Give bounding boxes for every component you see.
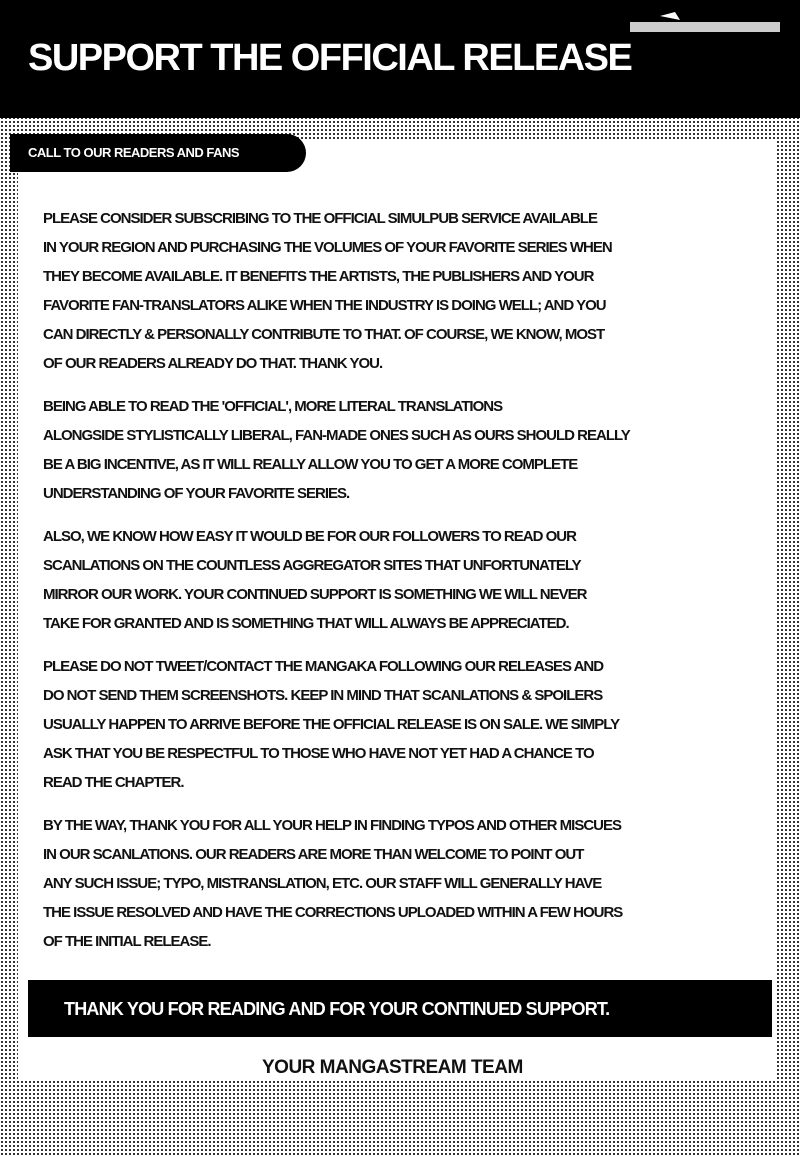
text-line: OF THE INITIAL RELEASE. [43,933,211,950]
header-banner [0,0,800,118]
text-line: ALONGSIDE STYLISTICALLY LIBERAL, FAN-MADE ONES SUCH AS OURS SHOULD REALLY [43,427,630,444]
text-line: SCANLATIONS ON THE COUNTLESS AGGREGATOR SITES THAT UNFORTUNATELY [43,557,581,574]
text-line: IN OUR SCANLATIONS. OUR READERS ARE MORE THAN WELCOME TO POINT OUT [43,846,584,863]
text-line: TAKE FOR GRANTED AND IS SOMETHING THAT WILL ALWAYS BE APPRECIATED. [43,615,569,632]
page-title: SUPPORT THE OFFICIAL RELEASE [28,37,632,79]
text-line: BEING ABLE TO READ THE 'OFFICIAL', MORE LITERAL TRANSLATIONS [43,398,503,415]
paragraph [43,652,768,797]
text-line: IN YOUR REGION AND PURCHASING THE VOLUMES OF YOUR FAVORITE SERIES WHEN [43,239,612,256]
text-line: ANY SUCH ISSUE; TYPO, MISTRANSLATION, ETC. OUR STAFF WILL GENERALLY HAVE [43,875,602,892]
text-line: FAVORITE FAN-TRANSLATORS ALIKE WHEN THE INDUSTRY IS DOING WELL; AND YOU [43,297,606,314]
text-line: USUALLY HAPPEN TO ARRIVE BEFORE THE OFFICIAL RELEASE IS ON SALE. WE SIMPLY [43,716,620,733]
text-line: UNDERSTANDING OF YOUR FAVORITE SERIES. [43,485,350,502]
text-line: ALSO, WE KNOW HOW EASY IT WOULD BE FOR OUR FOLLOWERS TO READ OUR [43,528,576,545]
text-line: READ THE CHAPTER. [43,774,184,791]
paragraph [43,204,768,378]
text-line: PLEASE DO NOT TWEET/CONTACT THE MANGAKA FOLLOWING OUR RELEASES AND [43,658,604,675]
text-line: THEY BECOME AVAILABLE. IT BENEFITS THE ARTISTS, THE PUBLISHERS AND YOUR [43,268,594,285]
text-line: BY THE WAY, THANK YOU FOR ALL YOUR HELP IN FINDING TYPOS AND OTHER MISCUES [43,817,622,834]
text-line: ASK THAT YOU BE RESPECTFUL TO THOSE WHO HAVE NOT YET HAD A CHANCE TO [43,745,594,762]
text-line: THE ISSUE RESOLVED AND HAVE THE CORRECTIONS UPLOADED WITHIN A FEW HOURS [43,904,623,921]
paragraph [43,522,768,638]
section-label: CALL TO OUR READERS AND FANS [10,134,306,172]
site-logo-icon [630,10,780,34]
text-line: BE A BIG INCENTIVE, AS IT WILL REALLY ALLOW YOU TO GET A MORE COMPLETE [43,456,578,473]
text-line: DO NOT SEND THEM SCREENSHOTS. KEEP IN MIND THAT SCANLATIONS & SPOILERS [43,687,603,704]
signature: YOUR MANGASTREAM TEAM [262,1057,523,1078]
thanks-banner: THANK YOU FOR READING AND FOR YOUR CONTINUED SUPPORT. [28,980,772,1037]
paragraph [43,392,768,508]
text-line: CAN DIRECTLY & PERSONALLY CONTRIBUTE TO THAT. OF COURSE, WE KNOW, MOST [43,326,605,343]
text-line: OF OUR READERS ALREADY DO THAT. THANK YOU. [43,355,383,372]
text-line: PLEASE CONSIDER SUBSCRIBING TO THE OFFICIAL SIMULPUB SERVICE AVAILABLE [43,210,597,227]
paragraph [43,811,768,956]
message-body [43,204,768,970]
text-line: MIRROR OUR WORK. YOUR CONTINUED SUPPORT IS SOMETHING WE WILL NEVER [43,586,587,603]
